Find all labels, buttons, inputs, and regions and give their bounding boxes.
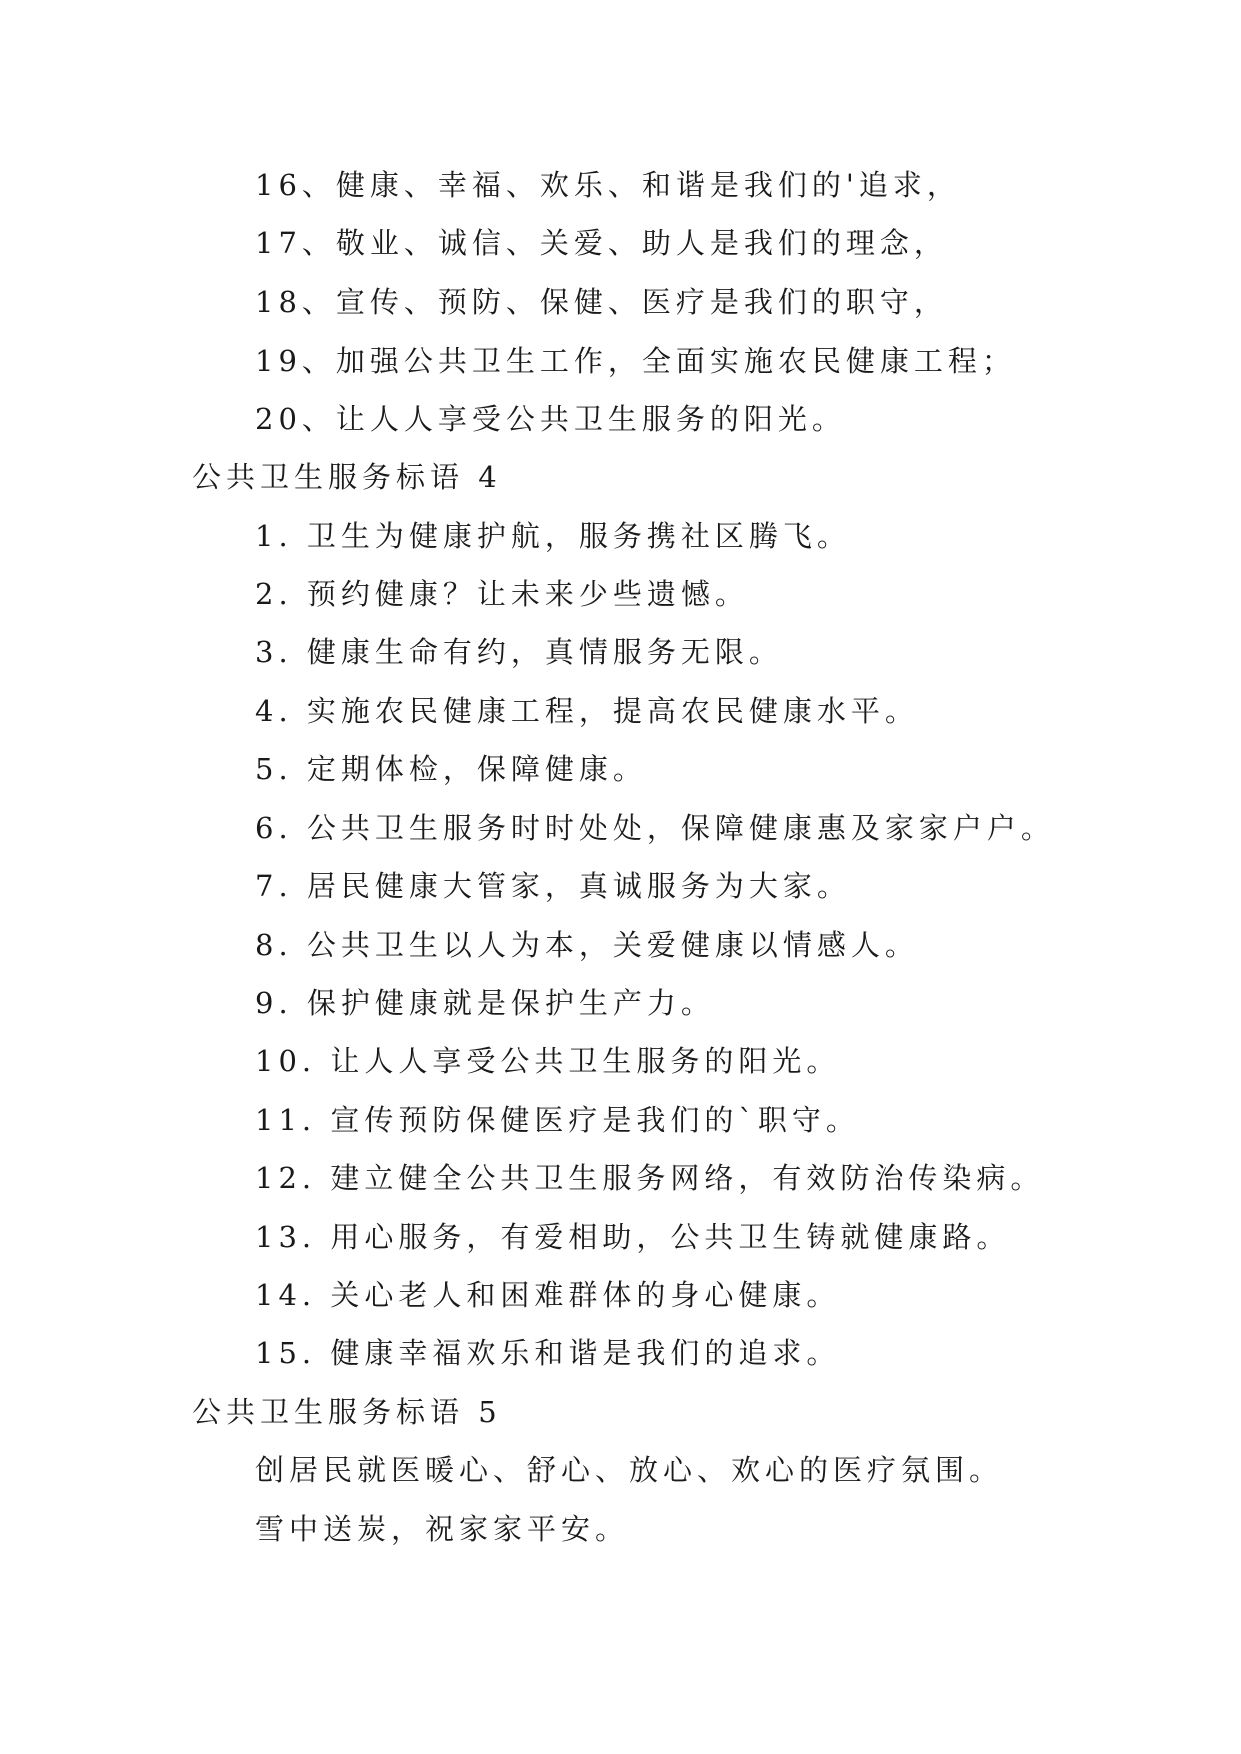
section4-item-9: 9. 保护健康就是保护生产力。 bbox=[255, 986, 715, 1020]
section4-item-5: 5. 定期体检，保障健康。 bbox=[255, 752, 647, 786]
section5-item-2: 雪中送炭，祝家家平安。 bbox=[255, 1512, 630, 1546]
slogan-16: 16、健康、幸福、欢乐、和谐是我们的'追求， bbox=[255, 168, 961, 202]
section4-item-8: 8. 公共卫生以人为本，关爱健康以情感人。 bbox=[255, 928, 919, 962]
section-heading-4: 公共卫生服务标语 4 bbox=[192, 460, 502, 494]
section4-item-2: 2. 预约健康？让未来少些遗憾。 bbox=[255, 577, 749, 611]
section4-item-15: 15. 健康幸福欢乐和谐是我们的追求。 bbox=[255, 1336, 841, 1370]
section4-item-10: 10. 让人人享受公共卫生服务的阳光。 bbox=[255, 1044, 841, 1078]
slogan-19: 19、加强公共卫生工作，全面实施农民健康工程； bbox=[255, 344, 1016, 378]
section4-item-6: 6. 公共卫生服务时时处处，保障健康惠及家家户户。 bbox=[255, 811, 1055, 845]
section4-item-3: 3. 健康生命有约，真情服务无限。 bbox=[255, 635, 783, 669]
section-heading-5: 公共卫生服务标语 5 bbox=[192, 1395, 502, 1429]
section4-item-13: 13. 用心服务，有爱相助，公共卫生铸就健康路。 bbox=[255, 1220, 1011, 1254]
section4-item-12: 12. 建立健全公共卫生服务网络，有效防治传染病。 bbox=[255, 1161, 1045, 1195]
section4-item-7: 7. 居民健康大管家，真诚服务为大家。 bbox=[255, 869, 851, 903]
slogan-17: 17、敬业、诚信、关爱、助人是我们的理念， bbox=[255, 226, 948, 260]
section4-item-11: 11. 宣传预防保健医疗是我们的`职守。 bbox=[255, 1103, 860, 1137]
section4-item-1: 1. 卫生为健康护航，服务携社区腾飞。 bbox=[255, 519, 851, 553]
slogan-20: 20、让人人享受公共卫生服务的阳光。 bbox=[255, 402, 846, 436]
section4-item-14: 14. 关心老人和困难群体的身心健康。 bbox=[255, 1278, 841, 1312]
slogan-18: 18、宣传、预防、保健、医疗是我们的职守， bbox=[255, 285, 948, 319]
section5-item-1: 创居民就医暖心、舒心、放心、欢心的医疗氛围。 bbox=[255, 1453, 1004, 1487]
section4-item-4: 4. 实施农民健康工程，提高农民健康水平。 bbox=[255, 694, 919, 728]
